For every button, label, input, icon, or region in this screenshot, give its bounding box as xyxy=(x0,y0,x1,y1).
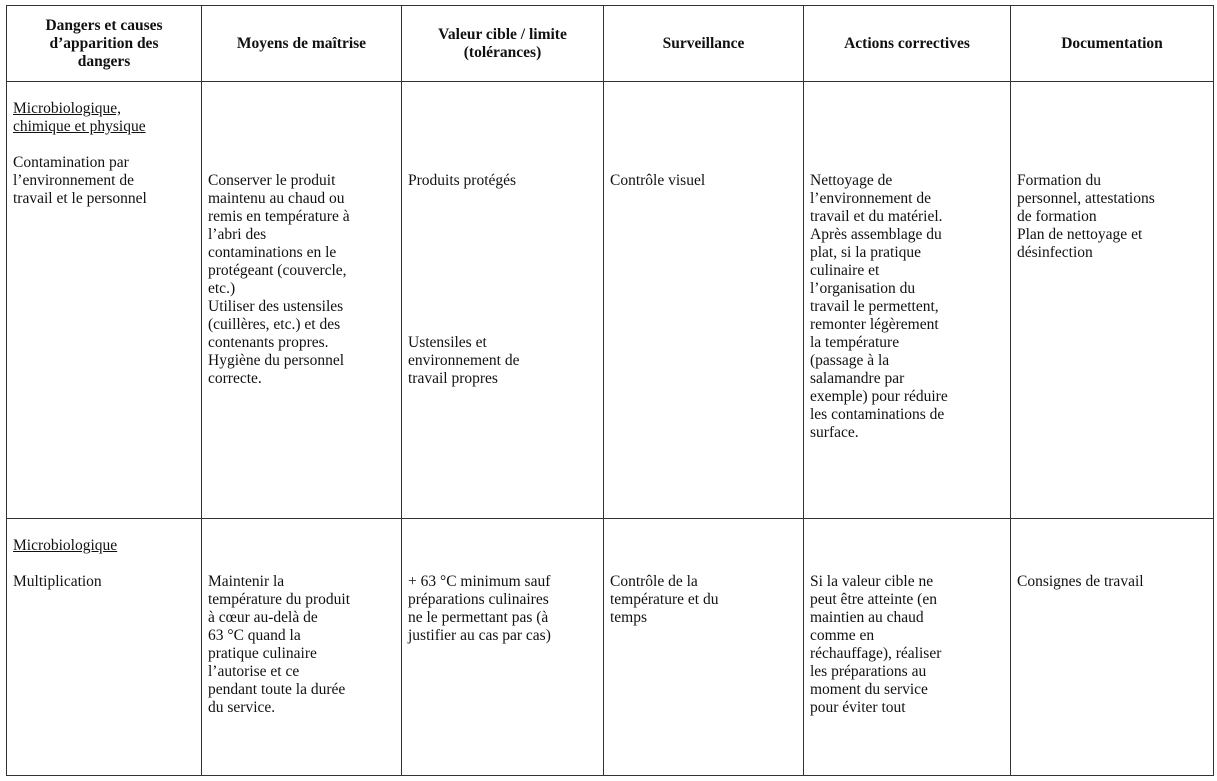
danger-cell: Microbiologique, chimique et physique Contamination par l’environnement de travail et le personnel xyxy=(7,82,202,519)
haccp-table xyxy=(6,5,1214,776)
actions-cell: Si la valeur cible ne peut être atteinte (en maintien au chaud comme en réchauffage), réaliser les préparations au moment du service pour éviter tout xyxy=(804,519,1011,776)
header-dangers: Dangers et causes d’apparition des dangers xyxy=(7,6,202,82)
moyens-cell: Maintenir la température du produit à cœur au-delà de 63 °C quand la pratique culinaire l’autorise et ce pendant toute la durée du service. xyxy=(202,519,402,776)
header-valeur: Valeur cible / limite (tolérances) xyxy=(402,6,604,82)
header-documentation: Documentation xyxy=(1011,6,1214,82)
valeur-cell: Produits protégés Ustensiles et environnement de travail propres xyxy=(402,82,604,519)
category-label: Microbiologique, chimique et physique xyxy=(13,100,146,135)
header-row xyxy=(7,6,1214,82)
table-row xyxy=(7,82,1214,519)
category-label: Microbiologique xyxy=(13,537,118,554)
actions-cell: Nettoyage de l’environnement de travail et du matériel. Après assemblage du plat, si la pratique culinaire et l’organisation du travail le permettent, remonter légèrement la température (passage à la salamandre par exemple) pour réduire les contaminations de surface. xyxy=(804,82,1011,519)
header-moyens: Moyens de maîtrise xyxy=(202,6,402,82)
danger-cell: Microbiologique Multiplication xyxy=(7,519,202,776)
surveillance-cell: Contrôle de la température et du temps xyxy=(604,519,804,776)
surveillance-cell: Contrôle visuel xyxy=(604,82,804,519)
valeur-cell: + 63 °C minimum sauf préparations culinaires ne le permettant pas (à justifier au cas par cas) xyxy=(402,519,604,776)
documentation-cell: Consignes de travail xyxy=(1011,519,1214,776)
documentation-cell: Formation du personnel, attestations de formation Plan de nettoyage et désinfection xyxy=(1011,82,1214,519)
table-row xyxy=(7,519,1214,776)
moyens-cell: Conserver le produit maintenu au chaud ou remis en température à l’abri des contaminations en le protégeant (couvercle, etc.) Utiliser des ustensiles (cuillères, etc.) et des contenants propres. Hygiène du personnel correcte. xyxy=(202,82,402,519)
header-surveillance: Surveillance xyxy=(604,6,804,82)
header-actions: Actions correctives xyxy=(804,6,1011,82)
